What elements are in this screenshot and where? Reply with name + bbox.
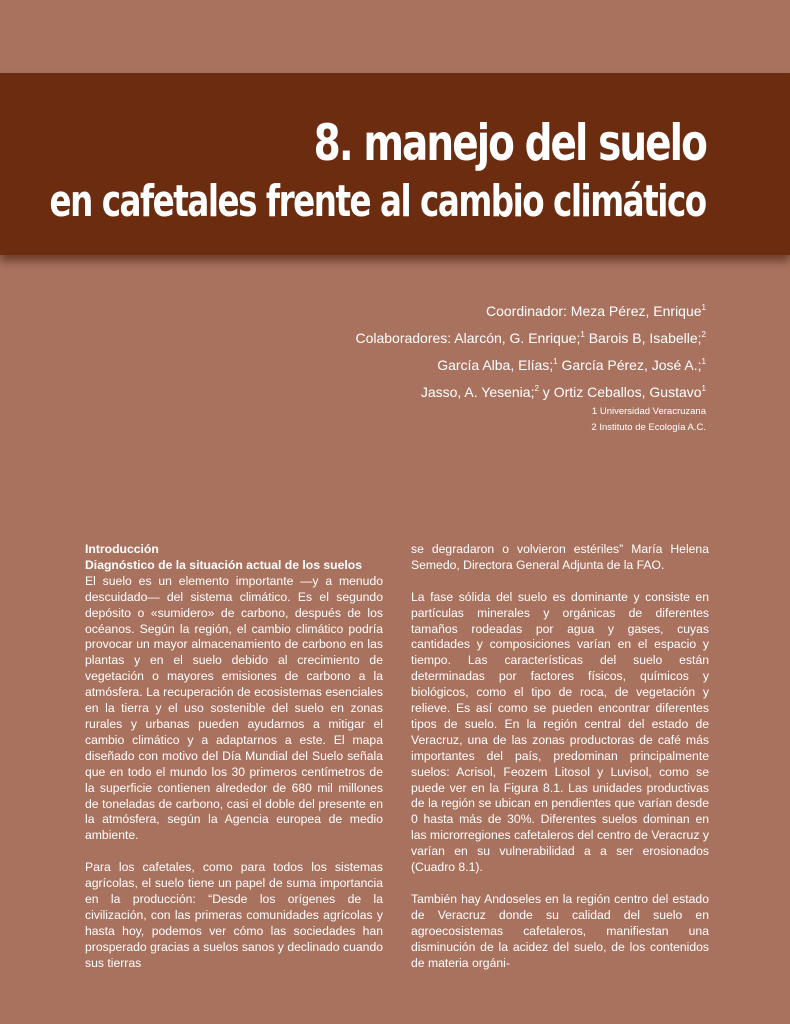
collaborators-line-2: García Alba, Elías;$^1$ García Pérez, José A.;$^1$ — [437, 357, 706, 373]
section-heading: Introducción — [85, 542, 159, 556]
collaborators-line-1: Colaboradores: Alarcón, G. Enrique;$^1$ Barois B, Isabelle;$^2$ — [355, 330, 706, 346]
affiliation-1: 1 Universidad Veracruzana — [591, 406, 706, 417]
paragraph: Para los cafetales, como para todos los sistemas agrícolas, el suelo tiene un papel de suma importancia en la producción: “Desde los orígenes de la civilización, con las primeras comunidades agrícolas y hasta hoy, podemos ver cómo las sociedades han prosperado gracias a suelos sanos y declinado cuando sus tierras — [85, 860, 383, 970]
paragraph: También hay Andoseles en la región centro del estado de Veracruz donde su calidad del suelo en agroecosistemas cafetaleros, manifiestan una disminución de la acidez del suelo, de los contenidos de materia orgáni- — [411, 891, 709, 970]
chapter-title: 8. manejo del suelo — [313, 114, 706, 172]
coordinator-line: Coordinador: Meza Pérez, Enrique$^1$ — [485, 303, 706, 319]
paragraph: se degradaron o volvieron estériles” María Helena Semedo, Directora General Adjunta de la FAO. — [411, 542, 709, 572]
left-column — [85, 542, 383, 987]
credits-block — [206, 296, 706, 436]
affiliation-2: 2 Instituto de Ecología A.C. — [591, 422, 706, 433]
chapter-subtitle: en cafetales frente al cambio climático — [49, 176, 706, 227]
subsection-heading: Diagnóstico de la situación actual de los suelos — [85, 557, 362, 572]
paragraph: La fase sólida del suelo es dominante y consiste en partículas minerales y orgánicas de diferentes tamaños rodeadas por agua y gases, cuyas cantidades y composiciones varían en el espacio y tiempo. Las características del suelo están determinadas por factores físicos, químicos y biológicos, como el tipo de roca, de vegetación y relieve. Es así como se pueden encontrar diferentes tipos de suelo. En la región central del estado de Veracruz, una de las zonas productoras de café más importantes del país, predominan principalmente suelos: Acrisol, Feozem Litosol y Luvisol, como se puede ver en la Figura 8.1. Las unidades productivas de la región se ubican en pendientes que varían desde 0 hasta más de 30%. Diferentes suelos dominan en las microrregiones cafetaleros del centro de Veracruz y varían en su vulnerabilidad a a ser erosionados (Cuadro 8.1). — [411, 589, 709, 875]
collaborators-line-3: Jasso, A. Yesenia;$^2$ y Ortiz Ceballos, Gustavo$^1$ — [420, 384, 706, 400]
paragraph: El suelo es un elemento importante —y a menudo descuidado— del sistema climático. Es el segundo depósito o «sumidero» de carbono, después de los océanos. Según la región, el cambio climático podría provocar un mayor almacenamiento de carbono en las plantas y en el suelo debido al crecimiento de vegetación o mayores emisiones de carbono a la atmósfera. La recuperación de ecosistemas esenciales en la tierra y el uso sostenible del suelo en zonas rurales y urbanas pueden ayudarnos a mitigar el cambio climático y a adaptarnos a este. El mapa diseñado con motivo del Día Mundial del Suelo señala que en todo el mundo los 30 primeros centímetros de la superficie contienen alrededor de 680 mil millones de toneladas de carbono, casi el doble del presente en la atmósfera, según la Agencia europea de medio ambiente. — [85, 573, 383, 843]
right-column — [411, 542, 709, 987]
